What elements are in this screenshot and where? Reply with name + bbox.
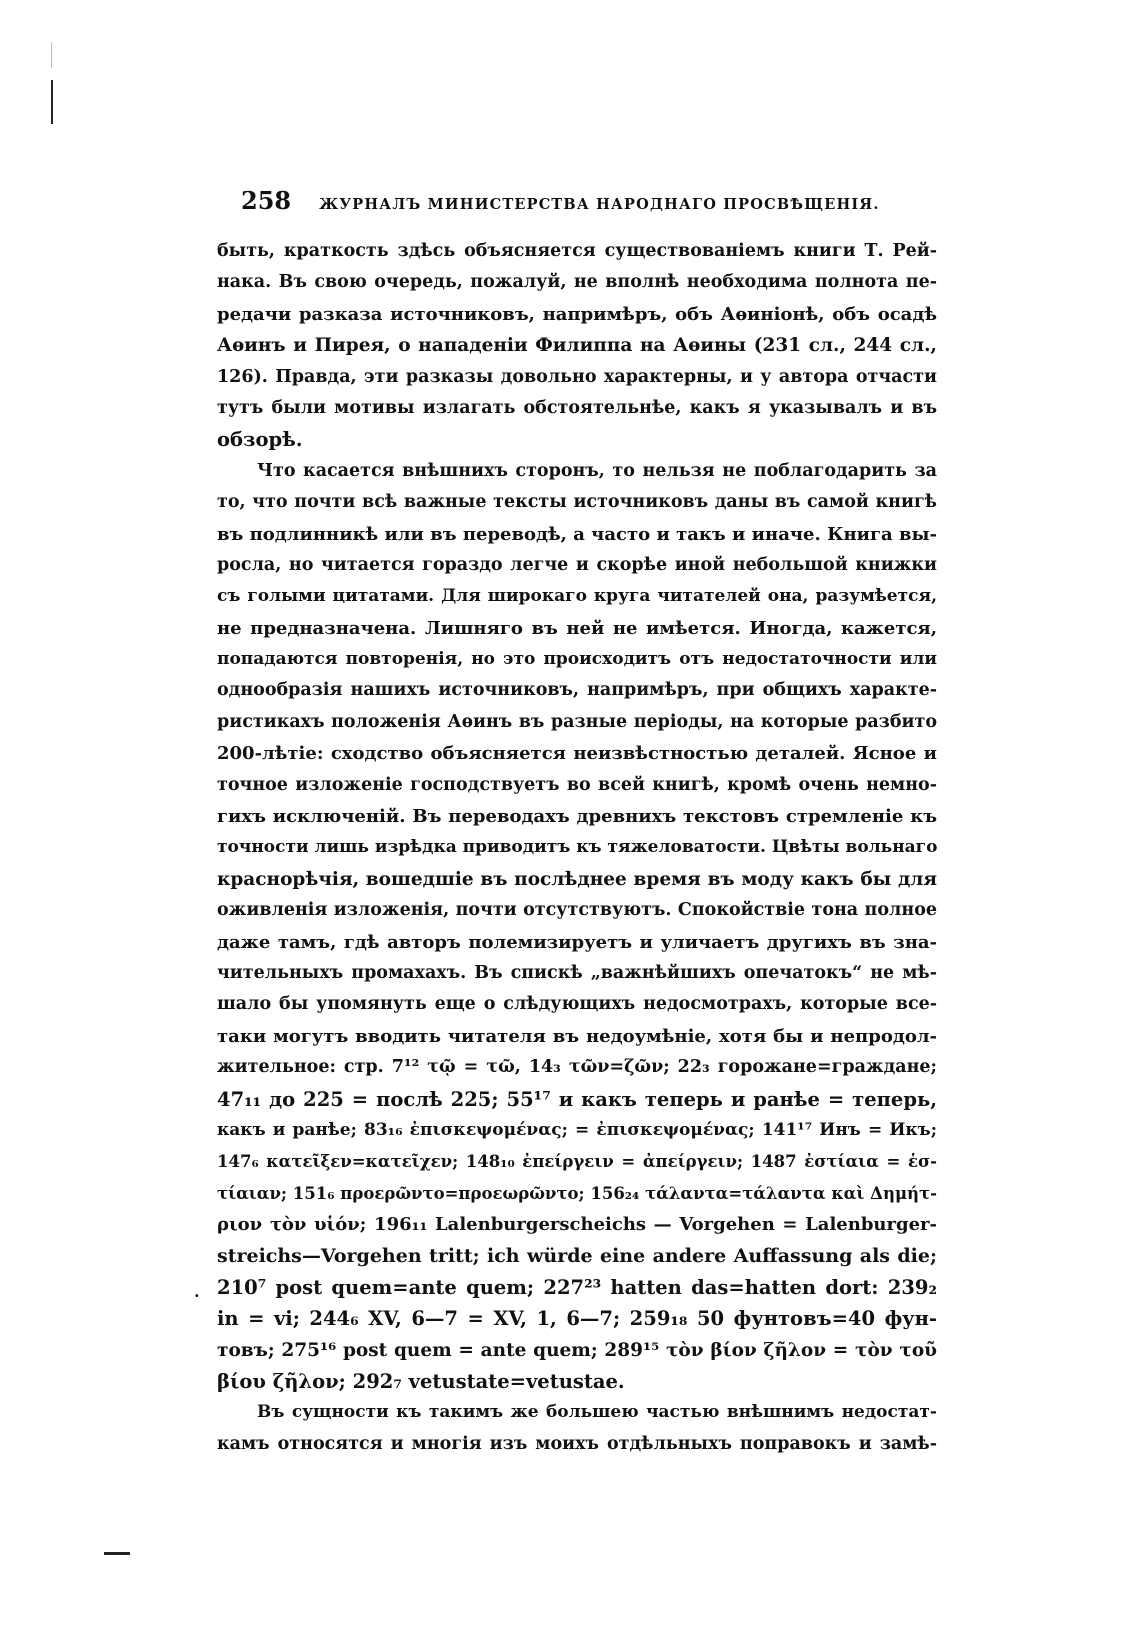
text-line: 210⁷ post quem=ante quem; 227²³ hatten das=hatten dort: 239₂ <box>217 1275 937 1299</box>
text-line: точное изложеніе господствуетъ во всей книгѣ, кромѣ очень немно- <box>217 774 937 795</box>
text-line: τίαιαν; 151₆ προερῶντο=προεωρῶντο; 156₂₄ τάλαντα=τάλαντα καὶ Δημήτ- <box>217 1183 937 1203</box>
text-line: обзорѣ. <box>217 428 303 452</box>
text-line: точности лишь изрѣдка приводитъ къ тяжеловатости. Цвѣты вольнаго <box>217 837 937 858</box>
text-line: ристикахъ положенія Аѳинъ въ разные періоды, на которые разбито <box>217 711 937 732</box>
margin-mark-top <box>51 80 53 124</box>
text-line: товъ; 275¹⁶ post quem = ante quem; 289¹⁵ τὸν βίον ζῆλον = τὸν τοῦ <box>217 1339 937 1361</box>
text-line: ριον τὸν υἱόν; 196₁₁ Lalenburgerscheichs — Vorgehen = Lalenburger- <box>217 1214 937 1236</box>
text-line: streichs—Vorgehen tritt; ich würde eine andere Auffassung als die; <box>217 1244 937 1267</box>
text-line: не предназначена. Лишняго въ ней не имѣется. Иногда, кажется, <box>217 617 937 639</box>
margin-mark-bottom <box>104 1552 130 1555</box>
text-line: даже тамъ, гдѣ авторъ полемизируетъ и уличаетъ другихъ въ зна- <box>217 931 937 953</box>
page-header <box>241 186 941 226</box>
text-line: редачи разказа источниковъ, напримѣръ, объ Аѳиніонѣ, объ осадѣ <box>217 303 937 325</box>
text-line: гихъ исключеній. Въ переводахъ древнихъ текстовъ стремленіе къ <box>217 806 937 828</box>
text-line: 47₁₁ до 225 = послѣ 225; 55¹⁷ и какъ теперь и ранѣе = теперь, <box>217 1087 937 1111</box>
text-line: 200-лѣтіе: сходство объясняется неизвѣстностью деталей. Ясное и <box>217 743 937 765</box>
paragraph-3 <box>217 1397 937 1460</box>
page-number: 258 <box>241 186 292 215</box>
text-line: то, что почти всѣ важные тексты источниковъ даны въ самой книгѣ <box>217 492 937 513</box>
running-head: ЖУРНАЛЪ МИНИСТЕРСТВА НАРОДНАГО ПРОСВѢЩЕНІЯ. <box>319 196 880 213</box>
text-line: in = vi; 244₆ XV, 6—7 = XV, 1, 6—7; 259₁₈ 50 фунтовъ=40 фун- <box>217 1307 937 1331</box>
text-line: таки могутъ вводить читателя въ недоумѣніе, хотя бы и непродол- <box>217 1025 937 1047</box>
text-line: краснорѣчія, вошедшіе въ послѣднее время въ моду какъ бы для <box>217 868 937 890</box>
margin-mark-faint <box>51 42 52 68</box>
text-line: оживленія изложенія, почти отсутствуютъ. Спокойствіе тона полное <box>217 900 937 921</box>
text-line: камъ относятся и многія изъ моихъ отдѣльныхъ поправокъ и замѣ- <box>217 1433 937 1454</box>
text-line: жительное: стр. 7¹² τῷ = τῶ, 14₃ τῶν=ζῶν; 22₃ горожане=граждане; <box>217 1057 937 1078</box>
body-text <box>217 236 937 1460</box>
text-line: βίου ζῆλον; 292₇ vetustate=vetustae. <box>217 1370 625 1394</box>
text-line: 147₆ κατεῖξεν=κατεῖχεν; 148₁₀ ἐπείργειν = ἀπείργειν; 1487 ἐστίαια = ἑσ- <box>217 1152 937 1172</box>
text-line: Аѳинъ и Пирея, о нападеніи Филиппа на Аѳины (231 сл., 244 сл., <box>217 335 937 357</box>
text-line: Что касается внѣшнихъ сторонъ, то нельзя не поблагодарить за <box>257 460 937 481</box>
text-line: какъ и ранѣе; 83₁₆ ἐπισκεψομένας; = ἐπισκεψομένας; 141¹⁷ Инъ = Икъ; <box>217 1119 937 1140</box>
text-line: въ подлинникѣ или въ переводѣ, а часто и такъ и иначе. Книга вы- <box>217 523 937 545</box>
text-line: съ голыми цитатами. Для широкаго круга читателей она, разумѣется, <box>217 586 937 607</box>
text-line: быть, краткость здѣсь объясняется существованіемъ книги Т. Рей- <box>217 241 937 261</box>
paragraph-2 <box>217 456 937 1398</box>
text-line: однообразія нашихъ источниковъ, напримѣръ, при общихъ характе- <box>217 680 937 701</box>
paragraph-1 <box>217 236 937 456</box>
text-line: шало бы упомянуть еще о слѣдующихъ недосмотрахъ, которые все- <box>217 994 937 1015</box>
text-line: росла, но читается гораздо легче и скорѣе иной небольшой книжки <box>217 554 937 575</box>
text-line: Въ сущности къ такимъ же большею частью внѣшнимъ недостат- <box>257 1402 937 1423</box>
text-line: нака. Въ свою очередь, пожалуй, не вполнѣ необходима полнота пе- <box>217 272 937 293</box>
text-line: чительныхъ промахахъ. Въ спискѣ „важнѣйшихъ опечатокъ“ не мѣ- <box>217 962 937 983</box>
text-line: попадаются повторенія, но это происходитъ отъ недостаточности или <box>217 649 937 670</box>
margin-dot: · <box>194 1286 200 1305</box>
text-line: 126). Правда, эти разказы довольно характерны, и у автора отчасти <box>217 366 937 387</box>
text-line: тутъ были мотивы излагать обстоятельнѣе, какъ я указывалъ и въ <box>217 397 937 418</box>
